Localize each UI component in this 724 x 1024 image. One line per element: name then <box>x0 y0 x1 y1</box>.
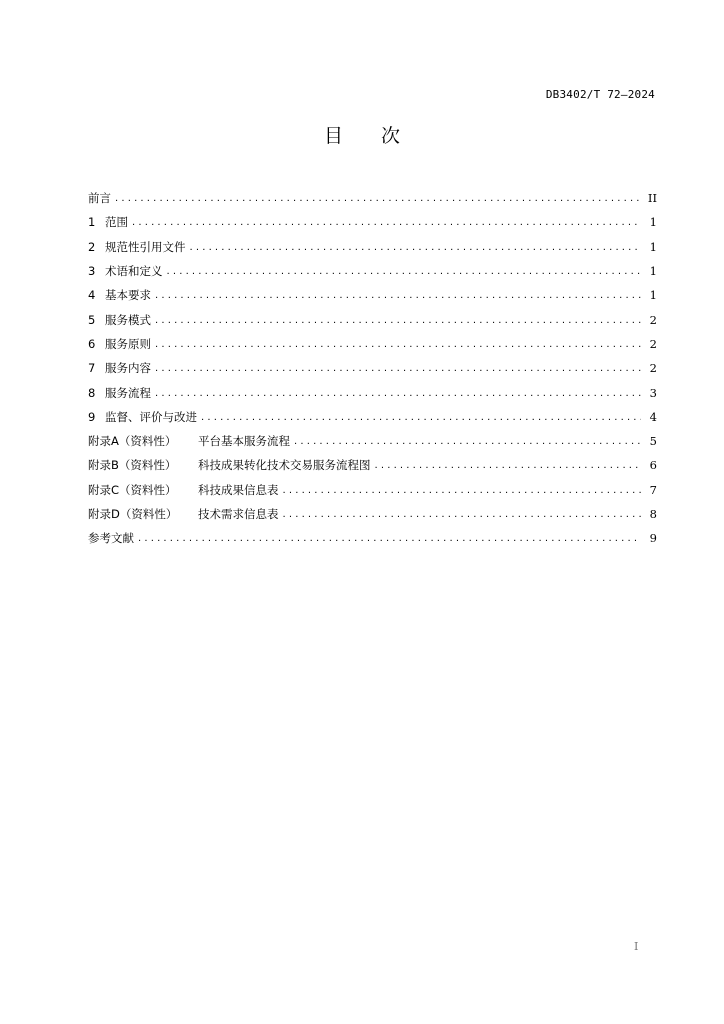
dot-leader <box>115 194 641 204</box>
appendix-prefix: 附录C（资料性） <box>88 482 177 497</box>
toc-entry-references[interactable] <box>88 526 657 550</box>
toc-entry-appendix-a[interactable] <box>88 429 657 453</box>
toc-entry-label: 参考文献 <box>88 531 134 546</box>
toc-entry-number: 7 <box>88 361 96 376</box>
toc-entry-appendix-c[interactable] <box>88 478 657 502</box>
appendix-prefix: 附录A（资料性） <box>88 434 177 449</box>
toc-entry-number: 4 <box>88 288 96 303</box>
table-of-contents <box>88 186 657 550</box>
toc-entry-label: 基本要求 <box>105 288 151 303</box>
page-number: I <box>634 940 639 953</box>
toc-entry-page: 4 <box>649 409 657 424</box>
document-code: DB3402/T 72—2024 <box>545 88 655 101</box>
toc-entry-label: 科技成果信息表 <box>198 482 279 497</box>
toc-entry-page: 9 <box>649 531 657 546</box>
toc-entry-label: 服务流程 <box>105 385 151 400</box>
toc-entry-appendix-d[interactable] <box>88 502 657 526</box>
toc-entry-service-content[interactable] <box>88 356 657 380</box>
toc-entry-page: 7 <box>649 482 657 497</box>
toc-entry-supervision[interactable] <box>88 405 657 429</box>
dot-leader <box>155 291 641 301</box>
dot-leader <box>155 340 641 350</box>
title-char-2: 次 <box>381 125 401 147</box>
toc-entry-service-process[interactable] <box>88 380 657 404</box>
toc-entry-page: 2 <box>649 361 657 376</box>
toc-entry-label: 术语和定义 <box>105 264 163 279</box>
dot-leader <box>375 461 642 471</box>
toc-entry-page: 1 <box>649 264 657 279</box>
toc-entry-number: 3 <box>88 264 96 279</box>
dot-leader <box>167 267 642 277</box>
toc-entry-label: 科技成果转化技术交易服务流程图 <box>198 458 371 473</box>
toc-entry-label: 服务模式 <box>105 312 151 327</box>
dot-leader <box>201 413 641 423</box>
dot-leader <box>132 218 641 228</box>
toc-entry-page: 1 <box>649 288 657 303</box>
toc-entry-page: 1 <box>649 215 657 230</box>
toc-entry-label: 规范性引用文件 <box>105 239 186 254</box>
dot-leader <box>155 389 641 399</box>
toc-entry-basic-requirements[interactable] <box>88 283 657 307</box>
appendix-prefix: 附录B（资料性） <box>88 458 177 473</box>
toc-entry-normative-references[interactable] <box>88 235 657 259</box>
appendix-prefix: 附录D（资料性） <box>88 507 178 521</box>
dot-leader <box>138 534 641 544</box>
toc-entry-terms[interactable] <box>88 259 657 283</box>
dot-leader <box>155 364 641 374</box>
toc-entry-page: 5 <box>649 434 657 449</box>
toc-entry-label: 服务内容 <box>105 361 151 376</box>
toc-entry-number: 9 <box>88 409 96 424</box>
toc-entry-page: 8 <box>649 507 657 521</box>
toc-entry-label: 平台基本服务流程 <box>198 434 290 449</box>
toc-entry-label: 范围 <box>105 215 128 230</box>
dot-leader <box>294 437 641 447</box>
dot-leader <box>283 510 642 520</box>
title-char-1: 目 <box>323 125 343 147</box>
toc-entry-number: 5 <box>88 312 96 327</box>
toc-entry-service-principles[interactable] <box>88 332 657 356</box>
toc-entry-page: 2 <box>649 312 657 327</box>
toc-entry-foreword[interactable] <box>88 186 657 210</box>
toc-entry-page: 1 <box>649 239 657 254</box>
toc-entry-label: 监督、评价与改进 <box>105 409 197 424</box>
toc-entry-label: 服务原则 <box>105 336 151 351</box>
toc-entry-number: 2 <box>88 239 96 254</box>
dot-leader <box>283 486 642 496</box>
toc-entry-label: 技术需求信息表 <box>198 507 279 521</box>
toc-entry-page: 2 <box>649 336 657 351</box>
toc-entry-page: II <box>647 191 657 206</box>
toc-entry-appendix-b[interactable] <box>88 453 657 477</box>
toc-entry-number: 6 <box>88 336 96 351</box>
toc-entry-service-mode[interactable] <box>88 307 657 331</box>
toc-entry-number: 8 <box>88 385 96 400</box>
toc-entry-page: 3 <box>649 385 657 400</box>
toc-entry-label: 前言 <box>88 191 111 206</box>
page-title <box>0 121 724 148</box>
toc-entry-scope[interactable] <box>88 210 657 234</box>
dot-leader <box>190 243 642 253</box>
toc-entry-page: 6 <box>649 458 657 473</box>
toc-entry-number: 1 <box>88 215 96 230</box>
dot-leader <box>155 316 641 326</box>
